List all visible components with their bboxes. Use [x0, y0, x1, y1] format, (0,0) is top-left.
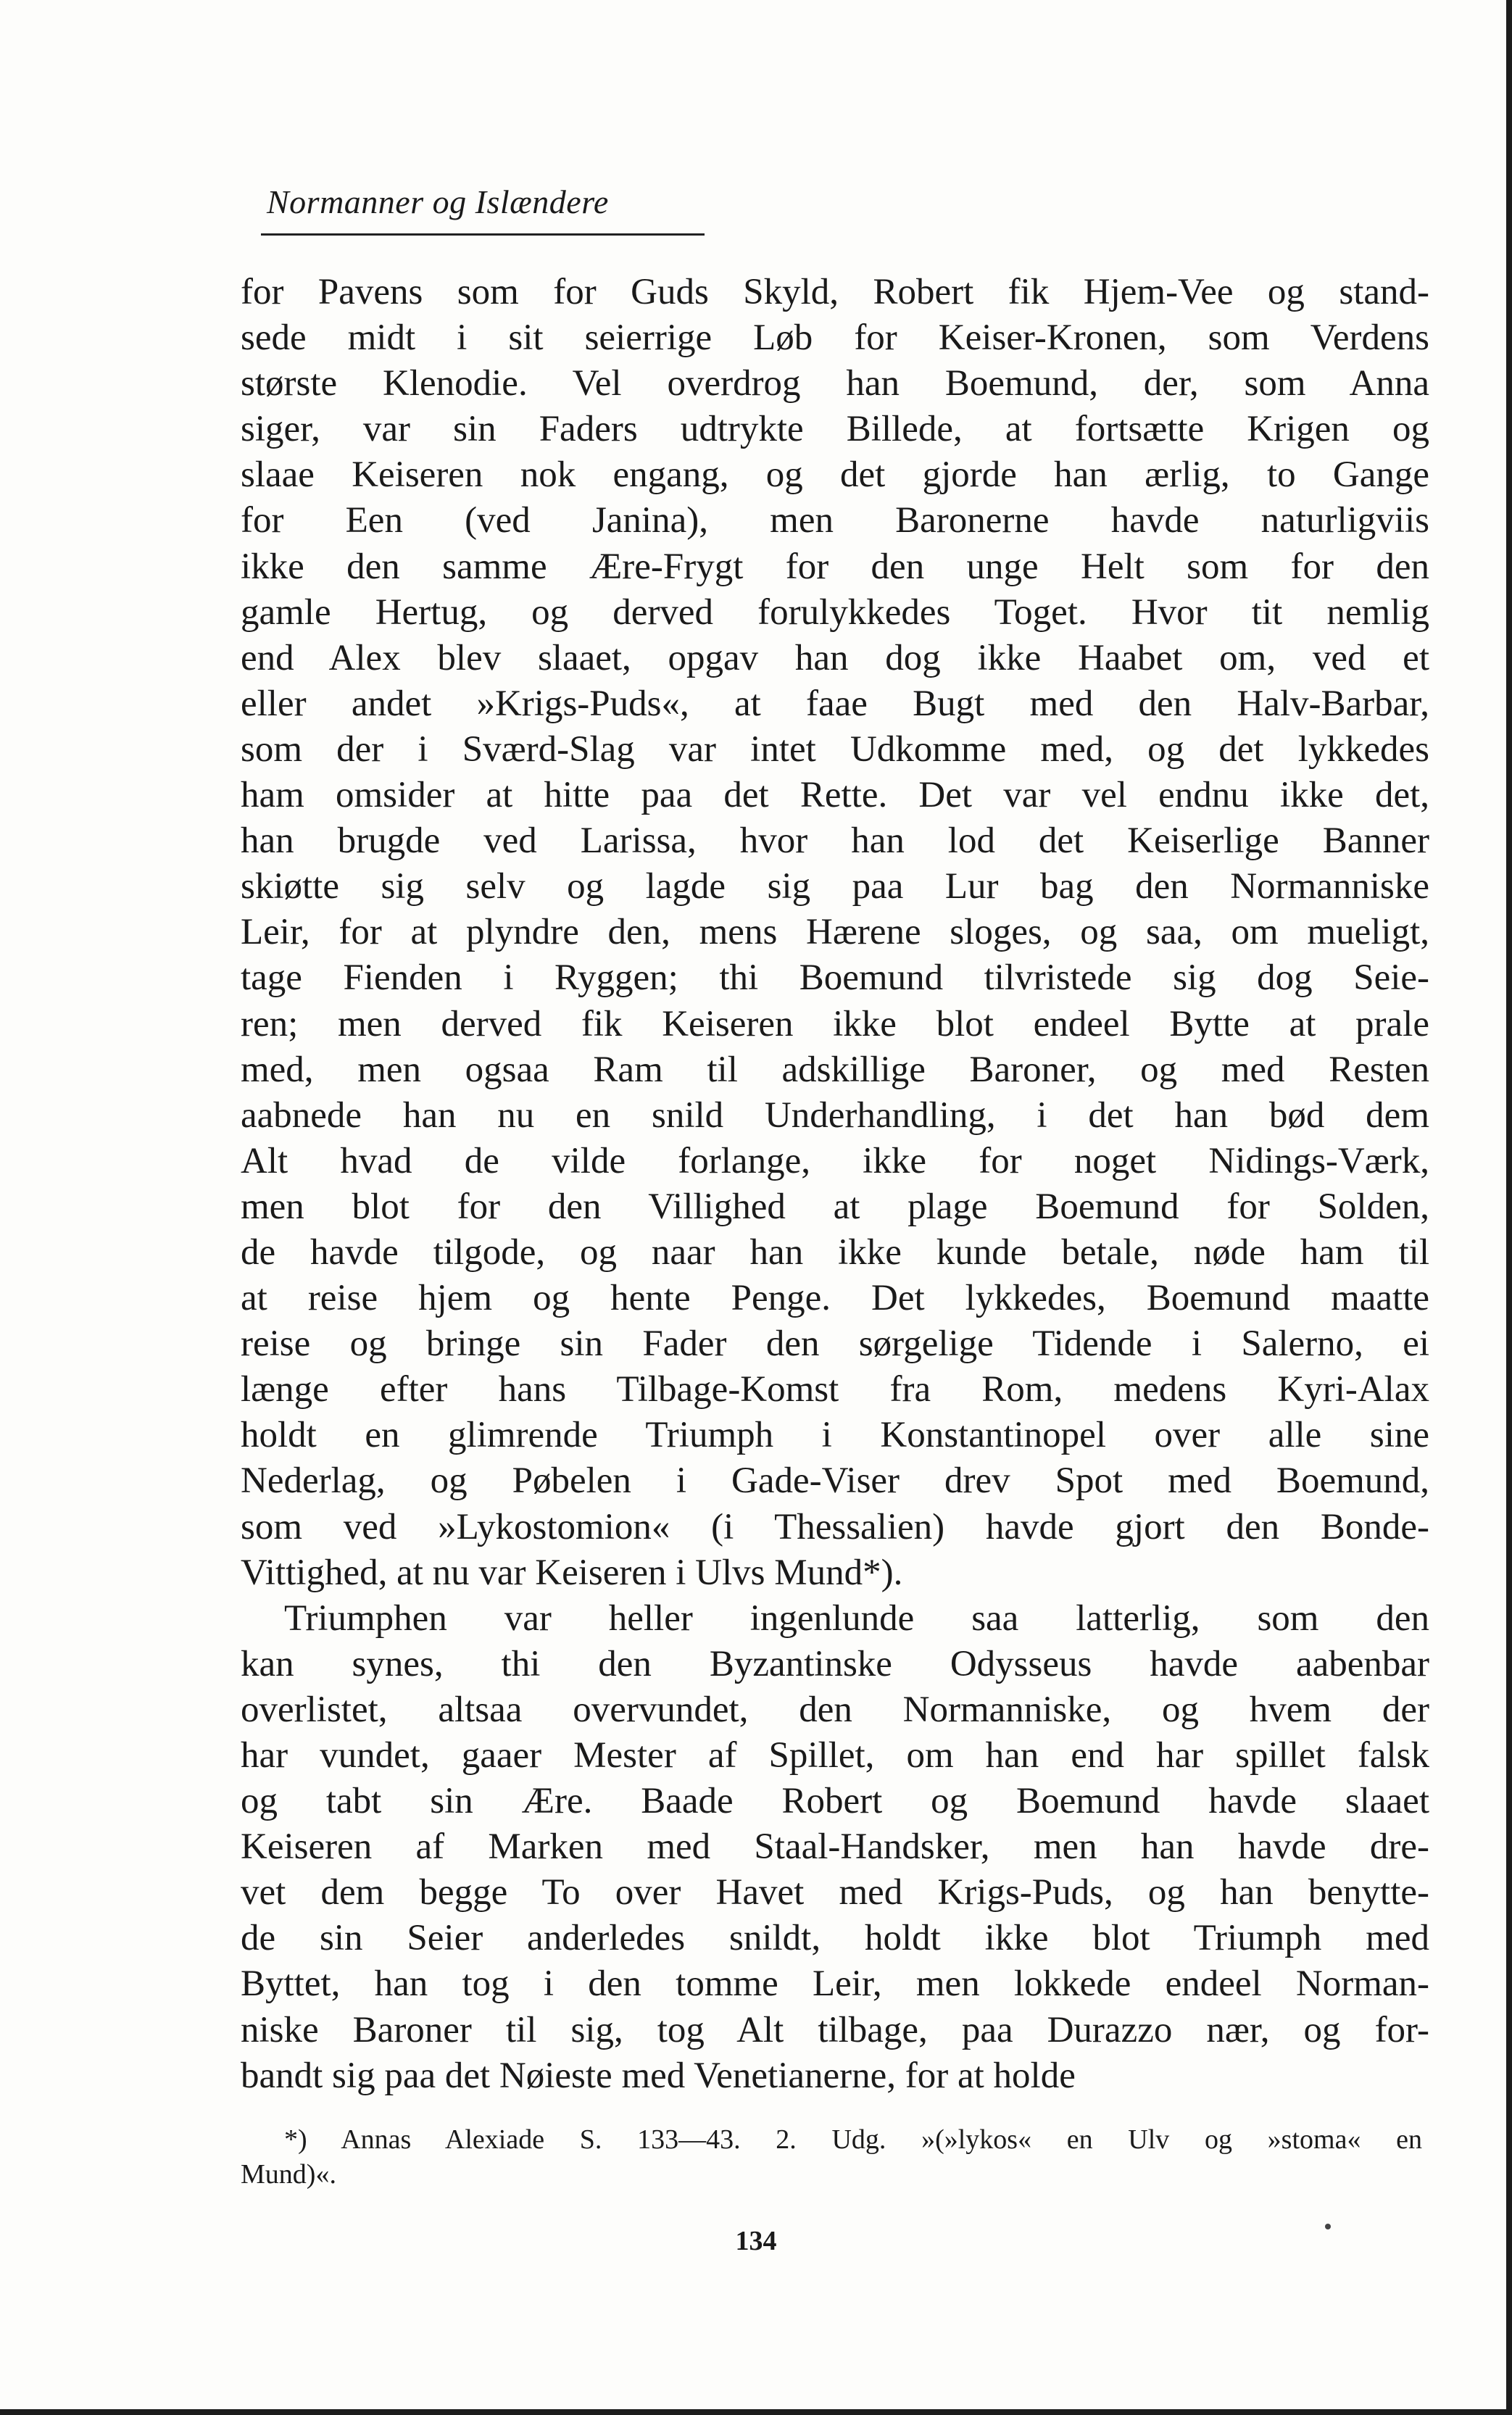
text-line: Byttet, han tog i den tomme Leir, men lokkede endeel Norman-: [241, 1963, 1429, 2005]
text-line: Leir, for at plyndre den, mens Hærene sloges, og saa, om mueligt,: [241, 912, 1429, 953]
text-line: som der i Sværd-Slag var intet Udkomme med, og det lykkedes: [241, 728, 1429, 770]
text-line: overlistet, altsaa overvundet, den Normanniske, og hvem der: [241, 1689, 1429, 1730]
page-number: 134: [735, 2226, 777, 2256]
text-line: sede midt i sit seierrige Løb for Keiser-Kronen, som Verdens: [241, 317, 1429, 359]
text-line: gamle Hertug, og derved forulykkedes Toget. Hvor tit nemlig: [241, 591, 1429, 633]
text-line: han brugde ved Larissa, hvor han lod det Keiserlige Banner: [241, 820, 1429, 862]
text-line: ren; men derved fik Keiseren ikke blot endeel Bytte at prale: [241, 1003, 1429, 1044]
text-line: ikke den samme Ære-Frygt for den unge Helt som for den: [241, 546, 1429, 587]
text-line: som ved »Lykostomion« (i Thessalien) havde gjort den Bonde-: [241, 1506, 1429, 1547]
text-line: største Klenodie. Vel overdrog han Boemund, der, som Anna: [241, 363, 1429, 404]
text-line: Alt hvad de vilde forlange, ikke for noget Nidings-Værk,: [241, 1140, 1429, 1181]
text-line: tage Fienden i Ryggen; thi Boemund tilvristede sig dog Seie-: [241, 957, 1429, 999]
text-line: Vittighed, at nu var Keiseren i Ulvs Mund*).: [241, 1552, 903, 1593]
text-line: at reise hjem og hente Penge. Det lykkedes, Boemund maatte: [241, 1278, 1429, 1319]
text-line: længe efter hans Tilbage-Komst fra Rom, medens Kyri-Alax: [241, 1369, 1429, 1410]
text-line: har vundet, gaaer Mester af Spillet, om han end har spillet falsk: [241, 1735, 1429, 1776]
text-line: reise og bringe sin Fader den sørgelige Tidende i Salerno, ei: [241, 1323, 1429, 1365]
header-rule: [261, 233, 705, 236]
text-line: end Alex blev slaaet, opgav han dog ikke Haabet om, ved et: [241, 637, 1429, 678]
text-line: og tabt sin Ære. Baade Robert og Boemund havde slaaet: [241, 1781, 1429, 1822]
text-line: niske Baroner til sig, tog Alt tilbage, paa Durazzo nær, og for-: [241, 2009, 1429, 2050]
text-line: eller andet »Krigs-Puds«, at faae Bugt med den Halv-Barbar,: [241, 683, 1429, 724]
text-line: Triumphen var heller ingenlunde saa latterlig, som den: [284, 1597, 1429, 1639]
footnote-line: Mund)«.: [241, 2159, 336, 2190]
text-line: holdt en glimrende Triumph i Konstantinopel over alle sine: [241, 1415, 1429, 1456]
text-line: aabnede han nu en snild Underhandling, i det han bød dem: [241, 1094, 1429, 1136]
text-line: vet dem begge To over Havet med Krigs-Puds, og han benytte-: [241, 1872, 1429, 1913]
footnote-line: *) Annas Alexiade S. 133—43. 2. Udg. »(»lykos« en Ulv og »stoma« en: [284, 2124, 1422, 2155]
text-line: men blot for den Villighed at plage Boemund for Solden,: [241, 1186, 1429, 1227]
text-line: skiøtte sig selv og lagde sig paa Lur bag den Normanniske: [241, 866, 1429, 907]
text-line: med, men ogsaa Ram til adskillige Baroner, og med Resten: [241, 1049, 1429, 1090]
text-line: for Pavens som for Guds Skyld, Robert fik Hjem-Vee og stand-: [241, 272, 1429, 312]
footnote: [241, 2122, 1422, 2192]
text-line: kan synes, thi den Byzantinske Odysseus havde aabenbar: [241, 1643, 1429, 1684]
text-line: ham omsider at hitte paa det Rette. Det var vel endnu ikke det,: [241, 775, 1429, 816]
text-line: bandt sig paa det Nøieste med Venetianerne, for at holde: [241, 2055, 1076, 2096]
running-head: Normanner og Islændere: [267, 183, 609, 220]
text-line: Nederlag, og Pøbelen i Gade-Viser drev Spot med Boemund,: [241, 1460, 1429, 1502]
text-line: slaae Keiseren nok engang, og det gjorde han ærlig, to Gange: [241, 454, 1429, 496]
body-text: [241, 270, 1429, 2099]
ink-speck: [1325, 2224, 1331, 2229]
text-line: Keiseren af Marken med Staal-Handsker, men han havde dre-: [241, 1826, 1429, 1868]
text-line: de havde tilgode, og naar han ikke kunde betale, nøde ham til: [241, 1231, 1429, 1273]
text-line: siger, var sin Faders udtrykte Billede, at fortsætte Krigen og: [241, 409, 1429, 450]
text-line: for Een (ved Janina), men Baronerne havde naturligviis: [241, 500, 1429, 541]
text-line: de sin Seier anderledes snildt, holdt ikke blot Triumph med: [241, 1918, 1429, 1959]
